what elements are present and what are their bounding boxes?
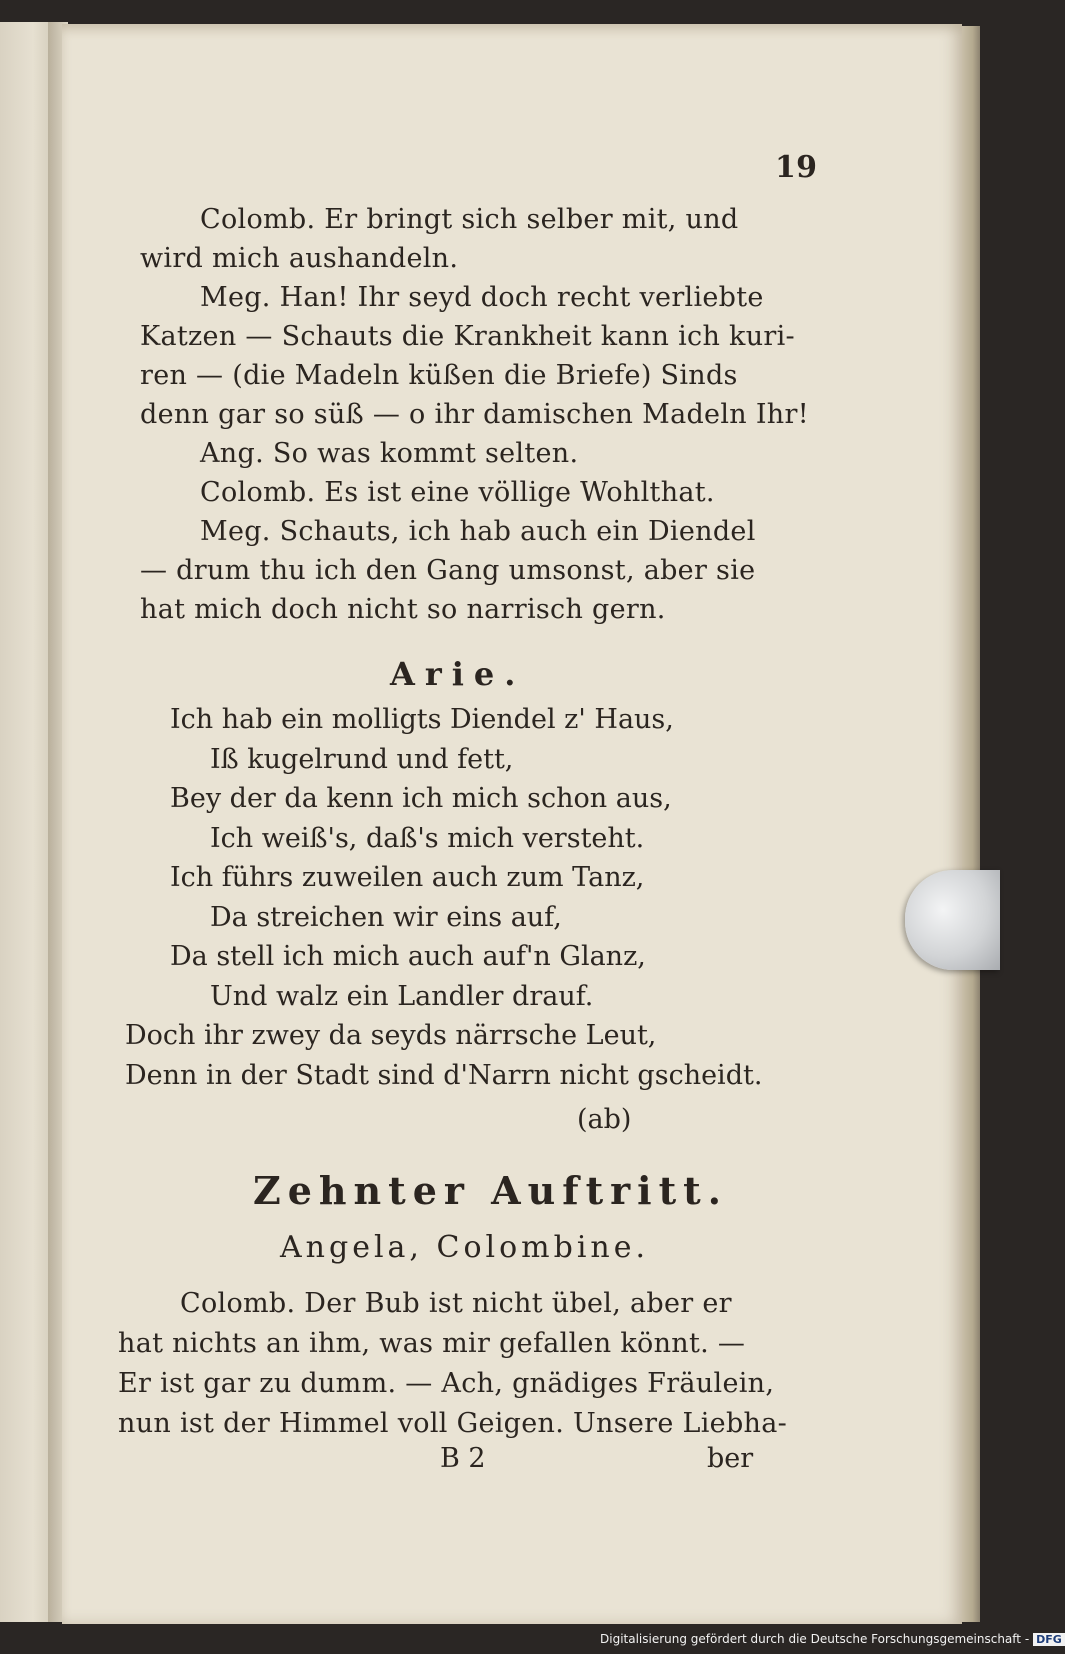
text-line: Meg. Han! Ihr seyd doch recht verliebte [200, 282, 764, 313]
text-line: Colomb. Der Bub ist nicht übel, aber er [180, 1288, 732, 1319]
dfg-logo: DFG [1033, 1633, 1065, 1646]
dialogue-block-2 [118, 1284, 787, 1444]
text-line: Colomb. Es ist eine völlige Wohlthat. [200, 477, 715, 508]
verse-line: Doch ihr zwey da seyds närrsche Leut, [125, 1020, 657, 1051]
signature-mark: B 2 [440, 1443, 486, 1474]
verse-line: Da streichen wir eins auf, [210, 901, 562, 933]
verse-line: Denn in der Stadt sind d'Narrn nicht gscheidt. [125, 1059, 763, 1091]
text-line: nun ist der Himmel voll Geigen. Unsere Liebha- [118, 1408, 788, 1439]
text-line: hat mich doch nicht so narrisch gern. [140, 594, 666, 625]
text-line: Katzen — Schauts die Krankheit kann ich kuri- [140, 321, 795, 352]
verse-line: Iß kugelrund und fett, [210, 743, 514, 775]
scene-heading: Zehnter Auftritt. [253, 1168, 728, 1213]
text-line: denn gar so süß — o ihr damischen Madeln Ihr! [140, 399, 809, 430]
verse-line: Ich weiß's, daß's mich versteht. [210, 822, 645, 854]
digitization-credit [600, 1632, 1065, 1646]
text-line: ren — (die Madeln küßen die Briefe) Sinds [140, 360, 738, 391]
text-line: Ang. So was kommt selten. [200, 438, 579, 469]
page-stack-edge [962, 26, 980, 1622]
scene-characters: Angela, Colombine. [280, 1230, 650, 1265]
text-line: Colomb. Er bringt sich selber mit, und [200, 204, 739, 235]
text-line: — drum thu ich den Gang umsonst, aber sie [140, 555, 756, 586]
credit-text: Digitalisierung gefördert durch die Deutsche Forschungsgemeinschaft - [600, 1632, 1030, 1646]
page-number: 19 [775, 150, 818, 185]
text-line: hat nichts an ihm, was mir gefallen könnt. — [118, 1328, 746, 1359]
aria-verse [125, 700, 762, 1095]
verse-line: Ich führs zuweilen auch zum Tanz, [170, 862, 645, 893]
verse-line: Ich hab ein molligts Diendel z' Haus, [170, 704, 674, 735]
dialogue-block-1 [140, 200, 809, 629]
text-line: Er ist gar zu dumm. — Ach, gnädiges Fräulein, [118, 1368, 775, 1399]
verse-line: Und walz ein Landler drauf. [210, 980, 594, 1012]
verse-line: Bey der da kenn ich mich schon aus, [170, 783, 672, 814]
text-line: Meg. Schauts, ich hab auch ein Diendel [200, 516, 756, 547]
catchword: ber [707, 1443, 754, 1474]
text-line: wird mich aushandeln. [140, 243, 459, 274]
page-clip [905, 870, 1000, 970]
verse-line: Da stell ich mich auch auf'n Glanz, [170, 941, 646, 972]
aria-heading: Arie. [390, 655, 526, 693]
stage-direction-exit: (ab) [577, 1104, 632, 1135]
